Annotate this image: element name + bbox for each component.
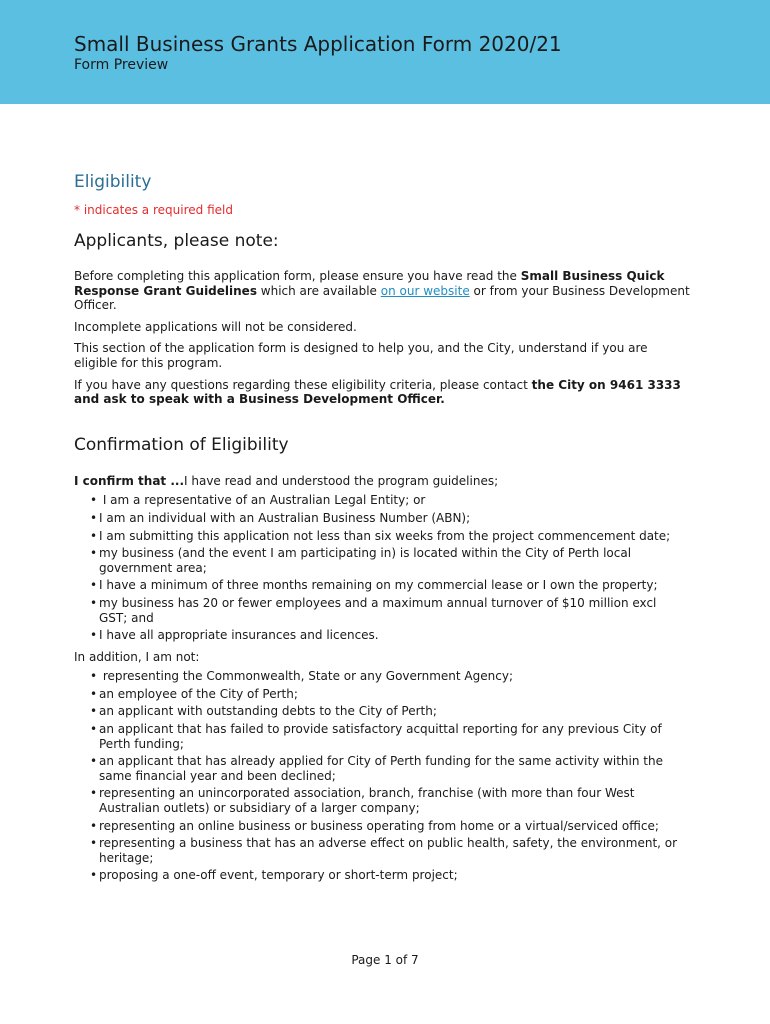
list-item: • representing an online business or business operating from home or a virtual/serviced office; xyxy=(90,818,659,833)
confirm-intro xyxy=(74,474,694,489)
form-title: Small Business Grants Application Form 2020/21 xyxy=(74,32,562,56)
confirm-intro-text: I have read and understood the program guidelines; xyxy=(184,473,499,488)
list-item: • an employee of the City of Perth; xyxy=(90,686,298,701)
guidelines-paragraph xyxy=(74,269,694,313)
list-item: • I have a minimum of three months remaining on my commercial lease or I own the property; xyxy=(90,578,658,593)
list-item: • an applicant with outstanding debts to the City of Perth; xyxy=(90,704,437,719)
list-item: • proposing a one-off event, temporary or short-term project; xyxy=(90,868,458,883)
list-item: • representing an unincorporated association, branch, franchise (with more than four West Australian outlets) or subsidiary of a larger company; xyxy=(90,786,635,816)
incomplete-applications-paragraph: Incomplete applications will not be considered. xyxy=(74,319,357,334)
not-list xyxy=(90,669,694,883)
list-item: • I am a representative of an Australian Legal Entity; or xyxy=(90,493,426,508)
list-item: • my business has 20 or fewer employees and a maximum annual turnover of $10 million excl GST; and xyxy=(90,595,657,625)
list-item: • an applicant that has failed to provide satisfactory acquittal reporting for any previous City of Perth funding; xyxy=(90,722,662,751)
list-item: • I have all appropriate insurances and licences. xyxy=(90,628,379,643)
form-subtitle: Form Preview xyxy=(74,57,169,73)
contact-bold: the City on 9461 3333 and ask to speak with a Business Development Officer. xyxy=(74,377,681,407)
addition-label: In addition, I am not: xyxy=(74,649,200,664)
form-content xyxy=(74,170,694,886)
list-item: • representing the Commonwealth, State or any Government Agency; xyxy=(90,669,513,684)
guidelines-text-after: or from your Business Development Officer. xyxy=(74,283,690,313)
list-item: • my business (and the event I am participating in) is located within the City of Perth local government area; xyxy=(90,546,632,575)
guidelines-text-middle: which are available xyxy=(256,283,381,298)
guidelines-text-before: Before completing this application form, please ensure you have read the xyxy=(74,269,521,283)
contact-paragraph xyxy=(74,378,694,407)
confirm-intro-bold: I confirm that ... xyxy=(74,473,185,488)
contact-text: If you have any questions regarding these eligibility criteria, please contact xyxy=(74,377,532,392)
list-item: • I am submitting this application not less than six weeks from the project commencement date; xyxy=(90,528,671,543)
list-item: • an applicant that has already applied for City of Perth funding for the same activity within the same financial year and been declined; xyxy=(90,754,663,783)
list-item: • I am an individual with an Australian Business Number (ABN); xyxy=(90,510,471,525)
website-link[interactable]: on our website xyxy=(380,283,470,298)
page-number: Page 1 of 7 xyxy=(351,953,419,967)
page-header xyxy=(0,0,770,104)
confirm-list xyxy=(90,493,694,642)
applicants-note-heading: Applicants, please note: xyxy=(74,231,279,251)
guidelines-title-bold: Small Business Quick Response Grant Guidelines xyxy=(74,269,665,298)
confirmation-heading: Confirmation of Eligibility xyxy=(74,434,289,455)
section-heading-eligibility: Eligibility xyxy=(74,172,152,192)
section-purpose-paragraph: This section of the application form is designed to help you, and the City, understand if you are eligible for this program. xyxy=(74,341,648,370)
list-item: • representing a business that has an adverse effect on public health, safety, the environment, or heritage; xyxy=(90,836,678,865)
required-field-note: * indicates a required field xyxy=(74,203,233,217)
